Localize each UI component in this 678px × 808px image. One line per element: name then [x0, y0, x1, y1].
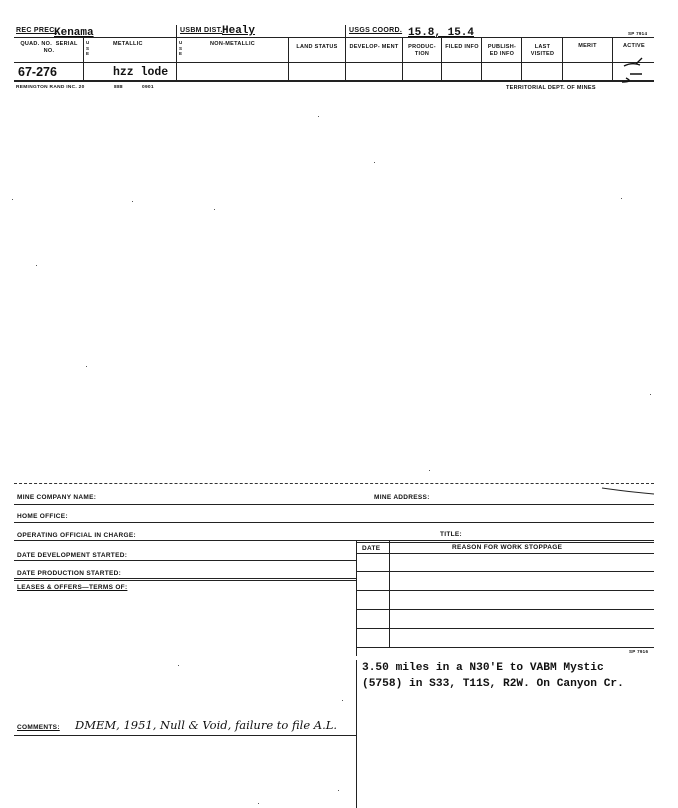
serial-no-label: SERIAL NO. — [43, 41, 78, 54]
quad-serial-value: 67-276 — [18, 65, 57, 79]
last-visited-label: LAST VISITED — [530, 44, 555, 57]
comments-value: DMEM, 1951, Null & Void, failure to file A.L. — [75, 718, 338, 732]
metallic-value: hzz lode — [113, 66, 169, 79]
quad-serial-header — [16, 41, 82, 55]
metallic-label: METALLIC — [113, 41, 143, 47]
quad-no-label: QUAD. NO. — [20, 41, 53, 47]
mine-address-label: MINE ADDRESS: — [374, 494, 430, 501]
usbm-dist-label: USBM DIST. — [180, 27, 223, 34]
location-line-1: 3.50 miles in a N30'E to VABM Mystic — [362, 662, 604, 674]
record-bottom-line-2 — [14, 81, 654, 82]
use-right-label: U S E — [179, 40, 183, 56]
home-office-label: HOME OFFICE: — [17, 513, 68, 520]
printer-label: REMINGTON RAND INC. 20 — [16, 85, 85, 90]
development-label: DEVELOP- MENT — [349, 44, 399, 50]
top-divider — [14, 37, 654, 38]
use-left-label: U S E — [86, 40, 90, 56]
usgs-coord-value: 15.8, 15.4 — [408, 27, 475, 39]
non-metallic-label: NON-METALLIC — [210, 41, 256, 47]
date-production-label: DATE PRODUCTION STARTED: — [17, 570, 122, 577]
printer-code-2: 0901 — [142, 85, 154, 90]
filed-info-label: FILED INFO — [445, 44, 479, 50]
date-column-label: DATE — [362, 545, 381, 552]
active-check-mark — [612, 52, 656, 84]
rec-prec-value: Kenama — [54, 27, 94, 39]
rec-prec-label: REC PREC. — [16, 27, 57, 34]
active-label: ACTIVE — [623, 43, 645, 49]
date-development-label: DATE DEVELOPMENT STARTED: — [17, 552, 128, 559]
reason-column-label: REASON FOR WORK STOPPAGE — [452, 544, 563, 551]
operating-official-label: OPERATING OFFICIAL IN CHARGE: — [17, 532, 136, 539]
printer-code-1: 888 — [114, 85, 123, 90]
form-number-bottom: SP 7916 — [629, 649, 649, 654]
title-label: TITLE: — [440, 531, 463, 538]
merit-label: MERIT — [578, 43, 597, 49]
comments-label: COMMENTS: — [17, 724, 60, 731]
location-line-2: (5758) in S33, T11S, R2W. On Canyon Cr. — [362, 678, 624, 690]
leases-label: LEASES & OFFERS—TERMS OF: — [17, 584, 128, 591]
production-label: PRODUC- TION — [408, 44, 436, 57]
published-info-label: PUBLISH- ED INFO — [487, 44, 517, 57]
mine-company-label: MINE COMPANY NAME: — [17, 494, 97, 501]
form-number-top: SP 7914 — [628, 31, 648, 36]
usgs-coord-label: USGS COORD. — [349, 27, 403, 34]
usbm-dist-value: Healy — [222, 25, 256, 37]
header-divider — [14, 62, 654, 63]
land-status-label: LAND STATUS — [296, 44, 338, 50]
department-label: TERRITORIAL DEPT. OF MINES — [506, 85, 596, 91]
